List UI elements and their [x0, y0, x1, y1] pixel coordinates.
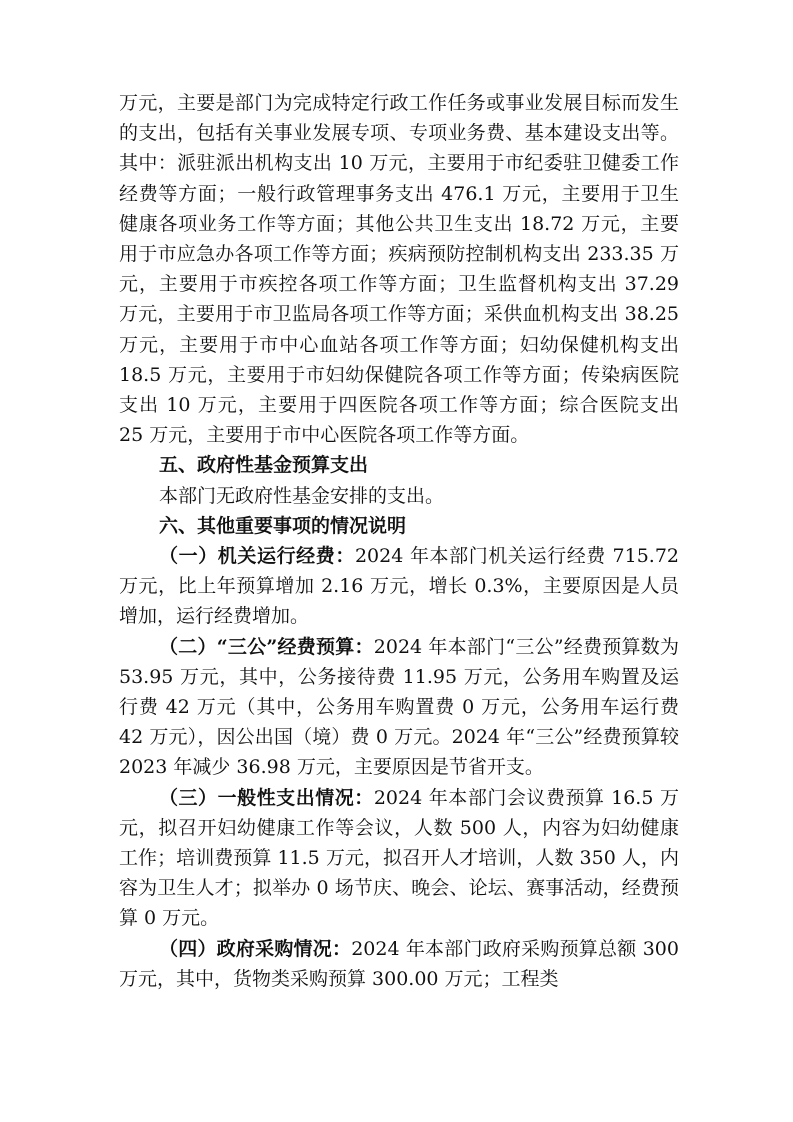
subsection-1-label: （一）机关运行经费：: [159, 545, 355, 568]
subsection-1-text: 2024 年本部门机关运行经费 715.72 万元，比上年预算增加 2.16 万元，增长 0.3%，主要原因是人员增加，运行经费增加。: [119, 545, 679, 628]
subsection-1-paragraph: [119, 541, 679, 632]
subsection-4-text: 2024 年本部门政府采购预算总额 300 万元，其中，货物类采购预算 300.00 万元；工程类: [119, 937, 679, 990]
subsection-3-label: （三）一般性支出情况：: [159, 786, 374, 809]
subsection-3-text: 2024 年本部门会议费预算 16.5 万元，拟召开妇幼健康工作等会议，人数 500 人，内容为妇幼健康工作；培训费预算 11.5 万元，拟召开人才培训，人数 350 人，内容为卫生人才；拟举办 0 场节庆、晚会、论坛、赛事活动，经费预算 0 万元。: [119, 786, 679, 930]
subsection-2-text: 2024 年本部门“三公”经费预算数为 53.95 万元，其中，公务接待费 11.95 万元，公务用车购置及运行费 42 万元（其中，公务用车购置费 0 万元，公务用车运行费 42 万元），因公出国（境）费 0 万元。2024 年“三公”经费预算较 2023 年减少 36.98 万元，主要原因是节省开支。: [119, 635, 680, 779]
document-page: [119, 88, 679, 994]
subsection-3-paragraph: [119, 783, 679, 934]
section-heading-5: 五、政府性基金预算支出: [159, 454, 369, 477]
subsection-4-label: （四）政府采购情况：: [159, 937, 352, 960]
subsection-2-paragraph: [119, 632, 679, 783]
section-5-paragraph: 本部门无政府性基金安排的支出。: [159, 484, 445, 507]
section-heading-6: 六、其他重要事项的情况说明: [159, 514, 407, 537]
subsection-4-paragraph: [119, 934, 679, 994]
intro-paragraph: 万元，主要是部门为完成特定行政工作任务或事业发展目标而发生的支出，包括有关事业发展专项、专项业务费、基本建设支出等。其中：派驻派出机构支出 10 万元，主要用于市纪委驻卫健委工作经费等方面；一般行政管理事务支出 476.1 万元，主要用于卫生健康各项业务工作等方面；其他公共卫生支出 18.72 万元，主要用于市应急办各项工作等方面；疾病预防控制机构支出 233.35 万元，主要用于市疾控各项工作等方面；卫生监督机构支出 37.29 万元，主要用于市卫监局各项工作等方面；采供血机构支出 38.25 万元，主要用于市中心血站各项工作等方面；妇幼保健机构支出 18.5 万元，主要用于市妇幼保健院各项工作等方面；传染病医院支出 10 万元，主要用于四医院各项工作等方面；综合医院支出 25 万元，主要用于市中心医院各项工作等方面。: [119, 92, 679, 447]
subsection-2-label: （二）“三公”经费预算：: [159, 635, 374, 658]
